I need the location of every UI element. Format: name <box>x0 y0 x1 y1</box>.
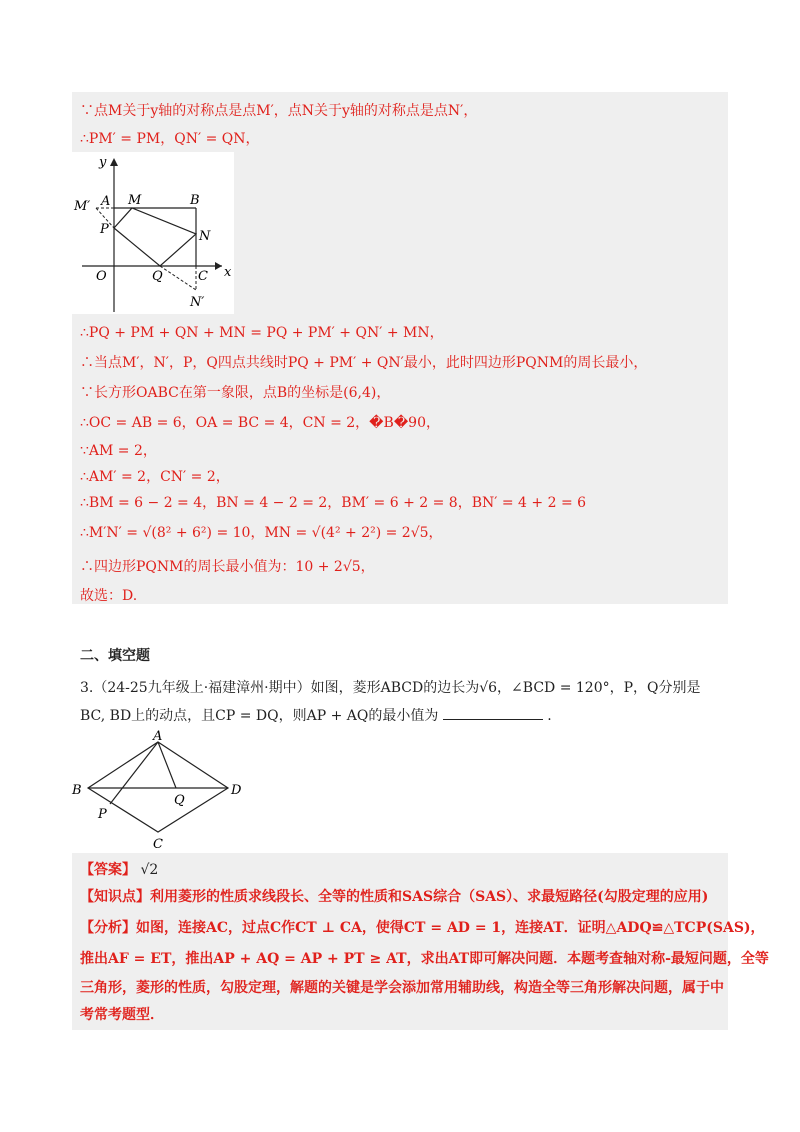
question-3-text: BC, BD上的动点，且CP = DQ，则AP + AQ的最小值为 <box>80 708 439 724</box>
analysis-line-2: 推出AF = ET，推出AP + AQ = AP + PT ≥ AT，求出AT即可解决问题．本题考查轴对称-最短问题，全等 <box>80 951 769 967</box>
solution-line-6: ∴OC = AB = 6，OA = BC = 4，CN = 2，�B�90， <box>80 415 440 431</box>
answer-blank[interactable] <box>443 707 543 720</box>
fig1-label-n: N <box>199 229 211 244</box>
answer-value: √2 <box>140 862 159 878</box>
knowledge-tag: 【知识点】 <box>80 889 150 905</box>
fig2-label-a: A <box>153 729 163 744</box>
fig1-label-p: P <box>100 222 109 237</box>
solution-line-2: ∴PM′ = PM，QN′ = QN， <box>80 131 260 147</box>
knowledge-text: 利用菱形的性质求线段长、全等的性质和SAS综合（SAS）、求最短路径(勾股定理的应用) <box>150 889 709 905</box>
solution-line-4: ∴当点M′，N′，P，Q四点共线时PQ + PM′ + QN′最小，此时四边形PQNM的周长最小， <box>80 355 648 371</box>
fig1-label-o: O <box>96 269 107 284</box>
solution-line-1: ∵点M关于y轴的对称点是点M′，点N关于y轴的对称点是点N′， <box>80 103 478 119</box>
knowledge-line <box>80 886 708 906</box>
analysis-line-3: 三角形，菱形的性质，勾股定理，解题的关键是学会添加常用辅助线，构造全等三角形解决问题，属于中 <box>80 980 724 996</box>
solution-line-10: ∴M′N′ = √(8² + 6²) = 10，MN = √(4² + 2²) = 2√5， <box>80 525 443 541</box>
figure-rhombus-abcd <box>68 728 248 852</box>
analysis-text-1: 如图，连接AC，过点C作CT ⊥ CA，使得CT = AD = 1，连接AT．证明△ADQ≌△TCP(SAS)， <box>136 920 765 936</box>
solution-line-5: ∵长方形OABC在第一象限，点B的坐标是(6,4)， <box>80 385 391 401</box>
answer-tag: 【答案】 <box>80 862 136 878</box>
solution-line-7: ∵AM = 2， <box>80 443 157 459</box>
solution-line-12: 故选：D. <box>80 588 138 604</box>
fig2-label-b: B <box>72 783 82 798</box>
question-3-period: . <box>547 708 552 724</box>
solution-line-8: ∴AM′ = 2，CN′ = 2， <box>80 469 230 485</box>
question-3-line-1: 3.（24-25九年级上·福建漳州·期中）如图，菱形ABCD的边长为√6，∠BCD = 120°，P，Q分别是 <box>80 680 701 696</box>
section-title-fill-in: 二、填空题 <box>80 648 150 664</box>
fig1-label-y: y <box>99 155 107 170</box>
fig1-label-m: M <box>128 193 142 208</box>
fig1-label-q: Q <box>152 269 163 284</box>
figure-rectangle-oabc <box>72 152 234 314</box>
analysis-tag: 【分析】 <box>80 920 136 936</box>
fig2-label-p: P <box>98 807 107 822</box>
answer-panel <box>72 853 728 1030</box>
fig1-label-x: x <box>224 265 232 280</box>
fig1-label-m-prime: M′ <box>74 199 91 214</box>
solution-line-9: ∴BM = 6 − 2 = 4，BN = 4 − 2 = 2，BM′ = 6 + 2 = 8，BN′ = 4 + 2 = 6 <box>80 495 587 511</box>
question-3-line-2 <box>80 705 552 725</box>
solution-line-3: ∴PQ + PM + QN + MN = PQ + PM′ + QN′ + MN， <box>80 325 444 341</box>
fig1-label-c: C <box>198 269 208 284</box>
fig2-label-q: Q <box>174 793 185 808</box>
solution-line-11: ∴四边形PQNM的周长最小值为：10 + 2√5， <box>80 559 375 575</box>
fig2-label-d: D <box>231 783 242 798</box>
analysis-line-1 <box>80 917 765 937</box>
fig2-label-c: C <box>153 837 163 852</box>
analysis-line-4: 考常考题型． <box>80 1007 164 1023</box>
fig1-label-n-prime: N′ <box>190 295 205 310</box>
fig1-label-b: B <box>190 193 200 208</box>
fig1-label-a: A <box>101 194 111 209</box>
answer-line <box>80 859 158 879</box>
